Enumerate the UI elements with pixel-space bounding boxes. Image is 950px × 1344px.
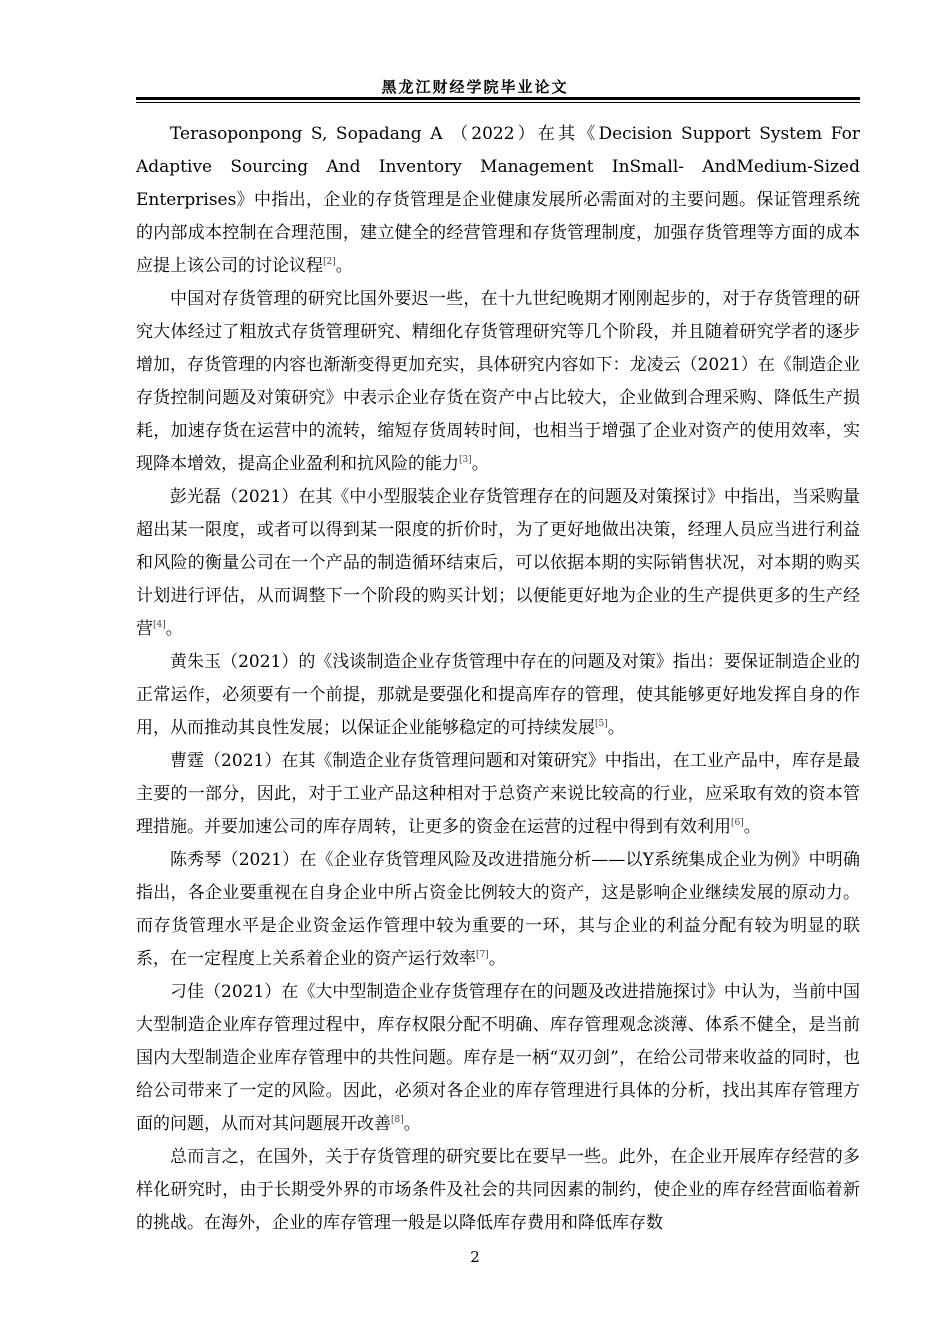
citation-ref[interactable]: [8] bbox=[391, 1115, 404, 1125]
paragraph: Terasoponpong S, Sopadang A （2022）在其《Decision Support System For Adaptive Sourcing And Inventory Management InSmall- AndMedium-Sized Enterprises》中指出，企业的存货管理是企业健康发展所必需面对的主要问题。保证管理系统的内部成本控制在合理范围，建立健全的经营管理和存货管理制度，加强存货管理等方面的成本应提上该公司的讨论议程[2]。 bbox=[136, 124, 860, 276]
header-rule-thick bbox=[136, 97, 860, 100]
paragraph: 曹霆（2021）在其《制造企业存货管理问题和对策研究》中指出，在工业产品中，库存是最主要的一部分，因此，对于工业产品这种相对于总资产来说比较高的行业，应采取有效的资本管理措施。并要加速公司的库存周转，让更多的资金在运营的过程中得到有效利用[6]。 bbox=[136, 751, 860, 837]
paragraph: 陈秀琴（2021）在《企业存货管理风险及改进措施分析——以Y系统集成企业为例》中明确指出，各企业要重视在自身企业中所占资金比例较大的资产，这是影响企业继续发展的原动力。而存货管理水平是企业资金运作管理中较为重要的一环，其与企业的利益分配有较为明显的联系，在一定程度上关系着企业的资产运行效率[7]。 bbox=[136, 850, 860, 969]
paragraph: 中国对存货管理的研究比国外要迟一些，在十九世纪晚期才刚刚起步的，对于存货管理的研究大体经过了粗放式存货管理研究、精细化存货管理研究等几个阶段，并且随着研究学者的逐步增加，存货管理的内容也渐渐变得更加充实，具体研究内容如下：龙凌云（2021）在《制造企业存货控制问题及对策研究》中表示企业存货在资产中占比较大，企业做到合理采购、降低生产损耗，加速存货在运营中的流转，缩短存货周转时间，也相当于增强了企业对资产的使用效率，实现降本增效，提高企业盈利和抗风险的能力[3]。 bbox=[136, 289, 860, 474]
citation-ref[interactable]: [4] bbox=[153, 620, 166, 630]
citation-ref[interactable]: [6] bbox=[731, 818, 744, 828]
citation-ref[interactable]: [5] bbox=[595, 719, 608, 729]
running-header-title: 黑龙江财经学院毕业论文 bbox=[381, 78, 569, 96]
paragraph: 刁佳（2021）在《大中型制造企业存货管理存在的问题及改进措施探讨》中认为，当前中国大型制造企业库存管理过程中，库存权限分配不明确、库存管理观念淡薄、体系不健全，是当前国内大型制造企业库存管理中的共性问题。库存是一柄“双刃剑”，在给公司带来收益的同时，也给公司带来了一定的风险。因此，必须对各企业的库存管理进行具体的分析，找出其库存管理方面的问题，从而对其问题展开改善[8]。 bbox=[136, 982, 860, 1134]
citation-ref[interactable]: [7] bbox=[476, 950, 489, 960]
citation-ref[interactable]: [2] bbox=[323, 257, 336, 267]
paragraph: 黄朱玉（2021）的《浅谈制造企业存货管理中存在的问题及对策》指出：要保证制造企业的正常运作，必须要有一个前提，那就是要强化和提高库存的管理，使其能够更好地发挥自身的作用，从而推动其良性发展；以保证企业能够稳定的可持续发展[5]。 bbox=[136, 652, 860, 738]
header-rule-thin bbox=[136, 102, 860, 103]
body-text bbox=[136, 118, 860, 1240]
page-number: 2 bbox=[470, 1248, 480, 1266]
citation-ref[interactable]: [3] bbox=[459, 455, 472, 465]
paragraph: 彭光磊（2021）在其《中小型服装企业存货管理存在的问题及对策探讨》中指出，当采购量超出某一限度，或者可以得到某一限度的折价时，为了更好地做出决策，经理人员应当进行利益和风险的衡量公司在一个产品的制造循环结束后，可以依据本期的实际销售状况，对本期的购买计划进行评估，从而调整下一个阶段的购买计划；以便能更好地为企业的生产提供更多的生产经营[4]。 bbox=[136, 487, 860, 639]
paragraph: 总而言之，在国外，关于存货管理的研究要比在要早一些。此外，在企业开展库存经营的多样化研究时，由于长期受外界的市场条件及社会的共同因素的制约，使企业的库存经营面临着新的挑战。在海外，企业的库存管理一般是以降低库存费用和降低库存数 bbox=[136, 1147, 860, 1233]
